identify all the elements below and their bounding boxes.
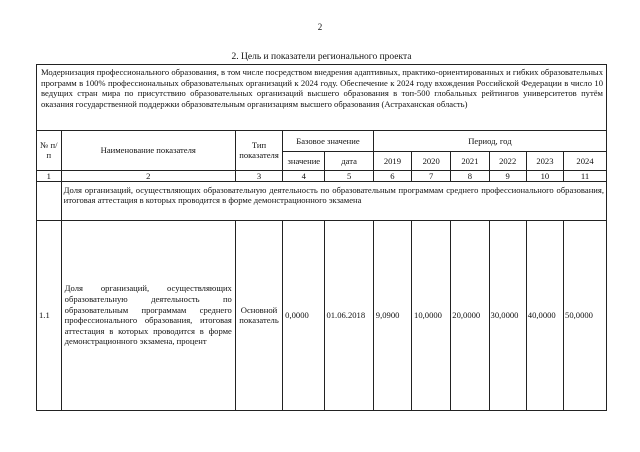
row-value-2019: 9,0900 [373, 220, 411, 410]
row-num: 1.1 [37, 220, 61, 410]
column-number: 3 [235, 170, 282, 181]
header-period: Период, год [373, 131, 606, 151]
row-base-date: 01.06.2018 [325, 220, 373, 410]
column-number: 1 [37, 170, 61, 181]
group-num-cell [37, 181, 61, 220]
header-type: Тип показателя [235, 131, 282, 170]
row-name: Доля организаций, осуществляющих образовательную деятельность по образовательным программам среднего профессионального образования, итоговая аттестация в которых проводится в форме демонстрационного экзамена, процент [61, 220, 235, 410]
header-base: Базовое значение [283, 131, 374, 151]
row-value-2023: 40,0000 [526, 220, 563, 410]
column-numbers-row [37, 170, 606, 181]
column-number: 11 [564, 170, 606, 181]
header-base-value: значение [283, 151, 325, 170]
header-year: 2020 [412, 151, 451, 170]
group-title: Доля организаций, осуществляющих образовательную деятельность по образовательным программам среднего профессионального образования, итоговая аттестация в которых проводится в форме демонстрационного экзамена [61, 181, 606, 220]
row-base-value: 0,0000 [283, 220, 325, 410]
header-num: № п/п [37, 131, 61, 170]
goals-indicators-frame [36, 64, 607, 411]
header-year: 2022 [489, 151, 526, 170]
column-number: 4 [283, 170, 325, 181]
group-row [37, 181, 606, 220]
header-name: Наименование показателя [61, 131, 235, 170]
column-number: 5 [325, 170, 373, 181]
column-number: 10 [526, 170, 563, 181]
row-value-2022: 30,0000 [489, 220, 526, 410]
header-year: 2021 [451, 151, 489, 170]
header-row-1 [37, 131, 606, 151]
indicators-table [37, 131, 606, 410]
row-value-2021: 20,0000 [451, 220, 489, 410]
section-title: 2. Цель и показатели регионального проекта [231, 52, 412, 62]
row-value-2020: 10,0000 [412, 220, 451, 410]
table-row [37, 220, 606, 410]
row-value-2024: 50,0000 [564, 220, 606, 410]
column-number: 7 [412, 170, 451, 181]
header-base-date: дата [325, 151, 373, 170]
column-number: 6 [373, 170, 411, 181]
page-number: 2 [317, 22, 323, 32]
header-year: 2023 [526, 151, 563, 170]
row-type: Основной показатель [235, 220, 282, 410]
column-number: 9 [489, 170, 526, 181]
column-number: 8 [451, 170, 489, 181]
goal-text: Модернизация профессионального образования, в том числе посредством внедрения адаптивных, практико-ориентированных и гибких образовательных программ в 100% профессиональных образовательных организаций к 2024 году. Обеспечение к 2024 году вхождения Российской Федерации в число 10 ведущих стран мира по присутствию образовательных организаций высшего образования в топ-500 глобальных рейтингов университетов путём оказания государственной поддержки образовательным организациям высшего образования (Астраханская область) [37, 65, 606, 131]
header-year: 2019 [373, 151, 411, 170]
column-number: 2 [61, 170, 235, 181]
header-year: 2024 [564, 151, 606, 170]
